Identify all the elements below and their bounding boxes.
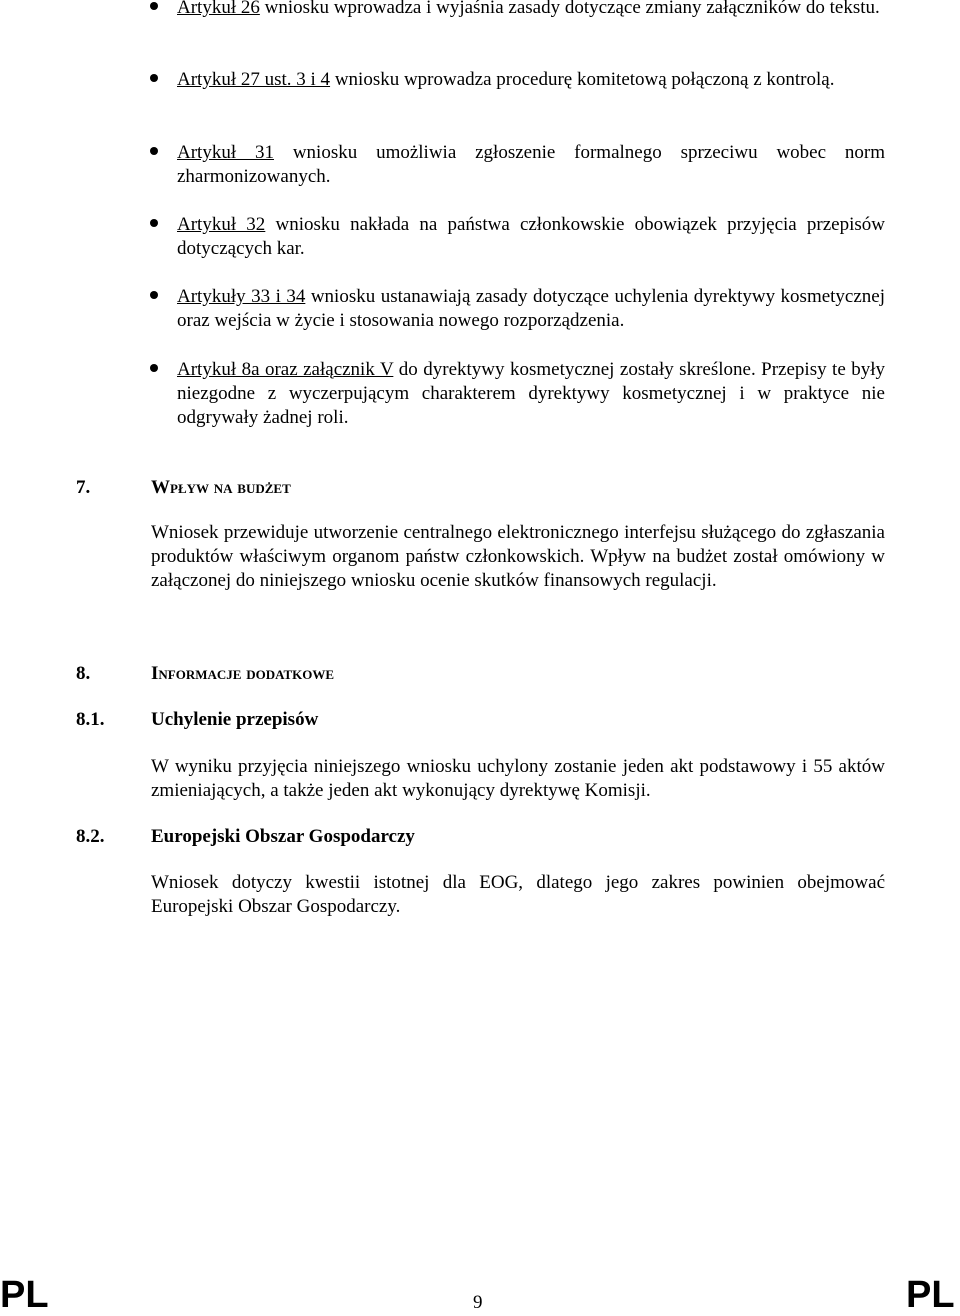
article-reference: Artykuł 32 [177,214,266,235]
bullet-text: do dyrektywy kosmetycznej zostały skreślone. Przepisy te były niezgodne z wyczerpującym charakterem dyrektywy kosmetycznej i w praktyce nie odgrywały żadnej roli. [177,359,885,429]
section-7-number: 7. [76,477,91,498]
bullet-text: wniosku wprowadza i wyjaśnia zasady dotyczące zmiany załączników do tekstu. [259,0,880,18]
footer-language-left: PL [0,1274,49,1316]
article-reference: Artykuł 26 [177,0,260,18]
section-8-2-body: Wniosek dotyczy kwestii istotnej dla EOG, dlatego jego zakres powinien obejmować Europejski Obszar Gospodarczy. [151,872,885,918]
article-reference: Artykuł 8a oraz załącznik V [177,359,394,380]
section-8-1-number: 8.1. [76,709,105,730]
section-7-body: Wniosek przewiduje utworzenie centralnego elektronicznego interfejsu służącego do zgłaszania produktów właściwym organom państw członkowskich. Wpływ na budżet został omówiony w załączonej do niniejszego wniosku ocenie skutków finansowych regulacji. [151,522,885,592]
bullet-item-article-8a [177,358,885,431]
section-8-2-number: 8.2. [76,826,105,847]
section-8-number: 8. [76,663,91,684]
footer-language-right: PL [906,1274,955,1316]
page-number: 9 [473,1292,483,1313]
section-8-1-title: Uchylenie przepisów [151,709,319,730]
section-8-title: Informacje dodatkowe [151,663,335,684]
bullet-item-article-26 [177,0,885,20]
article-reference: Artykuły 33 i 34 [177,286,306,307]
bullet-item-article-27 [177,68,885,92]
article-reference: Artykuł 27 ust. 3 i 4 [177,69,331,90]
bullet-text: wniosku wprowadza procedurę komitetową połączoną z kontrolą. [330,69,835,90]
bullet-item-article-32 [177,213,885,261]
section-8-2-title: Europejski Obszar Gospodarczy [151,826,415,847]
section-7-title: Wpływ na budżet [151,477,291,498]
section-8-1-body: W wyniku przyjęcia niniejszego wniosku uchylony zostanie jeden akt podstawowy i 55 aktów zmieniających, a także jeden akt wykonujący dyrektywę Komisji. [151,756,885,802]
bullet-text: wniosku umożliwia zgłoszenie formalnego sprzeciwu wobec norm zharmonizowanych. [177,142,886,188]
bullet-text: wniosku nakłada na państwa członkowskie obowiązek przyjęcia przepisów dotyczących kar. [177,214,885,260]
bullet-item-article-31 [177,141,885,189]
bullet-item-articles-33-34 [177,285,885,333]
bullet-text: wniosku ustanawiają zasady dotyczące uchylenia dyrektywy kosmetycznej oraz wejścia w życie i stosowania nowego rozporządzenia. [177,286,886,332]
article-reference: Artykuł 31 [177,142,274,163]
